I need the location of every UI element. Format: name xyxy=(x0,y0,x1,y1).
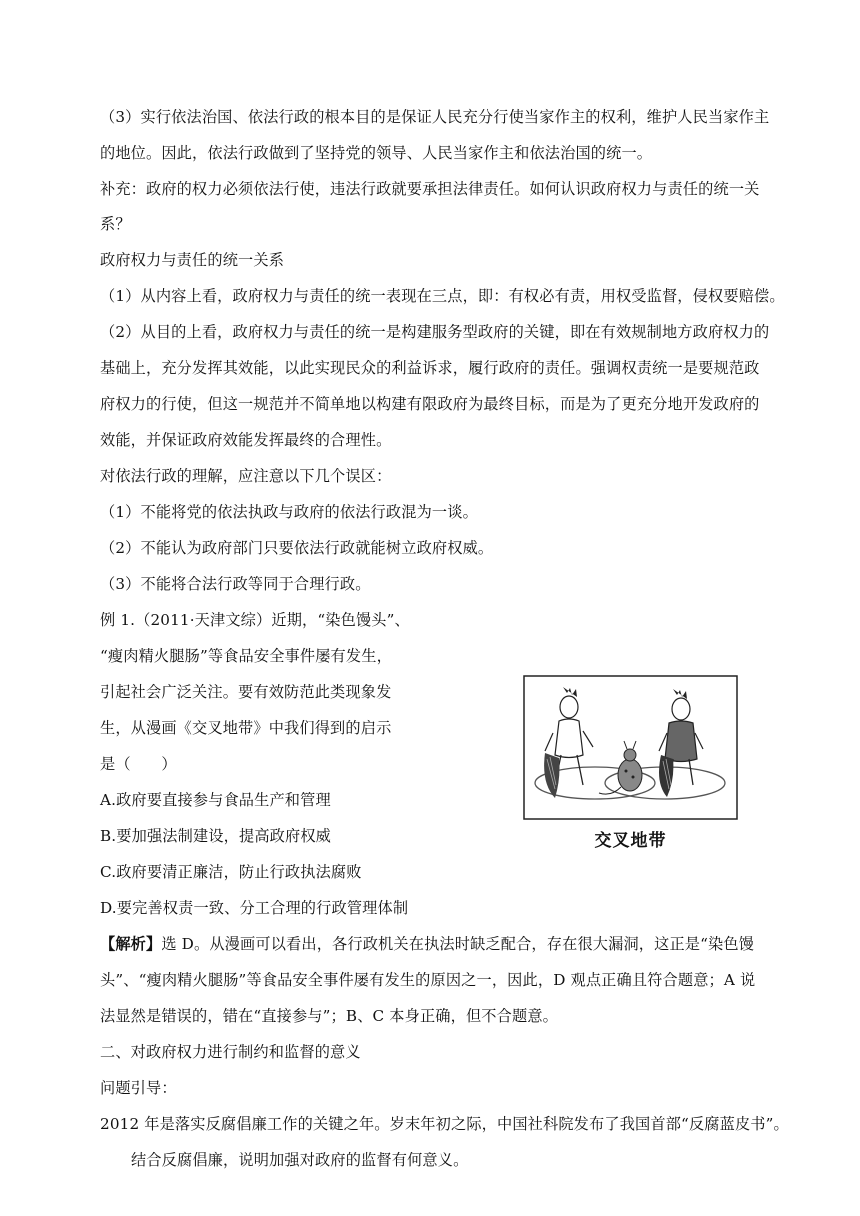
analysis-line xyxy=(100,934,754,954)
example-stem-line: 生，从漫画《交叉地带》中我们得到的启示 xyxy=(100,719,392,737)
analysis-line: 法显然是错误的，错在“直接参与”；B、C 本身正确，但不合题意。 xyxy=(100,1007,558,1025)
cartoon-figure xyxy=(523,675,738,855)
paragraph-line: 补充：政府的权力必须依法行使，违法行政就要承担法律责任。如何认识政府权力与责任的统一关 xyxy=(100,180,760,198)
example-stem-line: 是（ ） xyxy=(100,755,177,773)
guide-text: 2012 年是落实反腐倡廉工作的关键之年。岁末年初之际，中国社科院发布了我国首部“反腐蓝皮书”。 xyxy=(100,1115,789,1133)
guide-label: 问题引导： xyxy=(100,1079,177,1097)
paragraph-line: （1）不能将党的依法执政与政府的依法行政混为一谈。 xyxy=(100,503,478,521)
example-stem-line: 例 1.（2011·天津文综）近期，“染色馒头”、 xyxy=(100,611,410,629)
option-c: C.政府要清正廉洁，防止行政执法腐败 xyxy=(100,863,362,881)
paragraph-line: 对依法行政的理解，应注意以下几个误区： xyxy=(100,467,392,485)
paragraph-line: 政府权力与责任的统一关系 xyxy=(100,251,285,269)
paragraph-line: （2）从目的上看，政府权力与责任的统一是构建服务型政府的关键，即在有效规制地方政府权力的 xyxy=(100,323,770,341)
paragraph-line: 府权力的行使，但这一规范并不简单地以构建有限政府为最终目标，而是为了更充分地开发政府的 xyxy=(100,395,760,413)
example-stem-line: 引起社会广泛关注。要有效防范此类现象发 xyxy=(100,683,392,701)
paragraph-line: 的地位。因此，依法行政做到了坚持党的领导、人民当家作主和依法治国的统一。 xyxy=(100,144,653,162)
paragraph-line: 基础上，充分发挥其效能，以此实现民众的利益诉求，履行政府的责任。强调权责统一是要规范政 xyxy=(100,359,760,377)
paragraph-line: （3）不能将合法行政等同于合理行政。 xyxy=(100,575,371,593)
analysis-text: 选 D。从漫画可以看出，各行政机关在执法时缺乏配合，存在很大漏洞，这正是“染色馒 xyxy=(161,935,755,953)
guide-question: 结合反腐倡廉，说明加强对政府的监督有何意义。 xyxy=(131,1151,469,1169)
option-b: B.要加强法制建设，提高政府权威 xyxy=(100,827,332,845)
figure-caption: 交叉地带 xyxy=(594,831,667,851)
paragraph-line: （2）不能认为政府部门只要依法行政就能树立政府权威。 xyxy=(100,539,494,557)
paragraph-line: （3）实行依法治国、依法行政的根本目的是保证人民充分行使当家作主的权利，维护人民当家作主 xyxy=(100,108,770,126)
cartoon-illustration xyxy=(523,675,738,825)
analysis-label: 【解析】 xyxy=(100,935,162,953)
paragraph-line: （1）从内容上看，政府权力与责任的统一表现在三点，即：有权必有责，用权受监督，侵权要赔偿。 xyxy=(100,287,785,305)
option-a: A.政府要直接参与食品生产和管理 xyxy=(100,791,331,809)
option-d: D.要完善权责一致、分工合理的行政管理体制 xyxy=(100,899,409,917)
example-stem-line: “瘦肉精火腿肠”等食品安全事件屡有发生， xyxy=(100,647,392,665)
section-heading: 二、对政府权力进行制约和监督的意义 xyxy=(100,1043,361,1061)
analysis-line: 头”、“瘦肉精火腿肠”等食品安全事件屡有发生的原因之一，因此，D 观点正确且符合题意；A 说 xyxy=(100,971,756,989)
paragraph-line: 效能，并保证政府效能发挥最终的合理性。 xyxy=(100,431,392,449)
paragraph-line: 系？ xyxy=(100,215,131,233)
